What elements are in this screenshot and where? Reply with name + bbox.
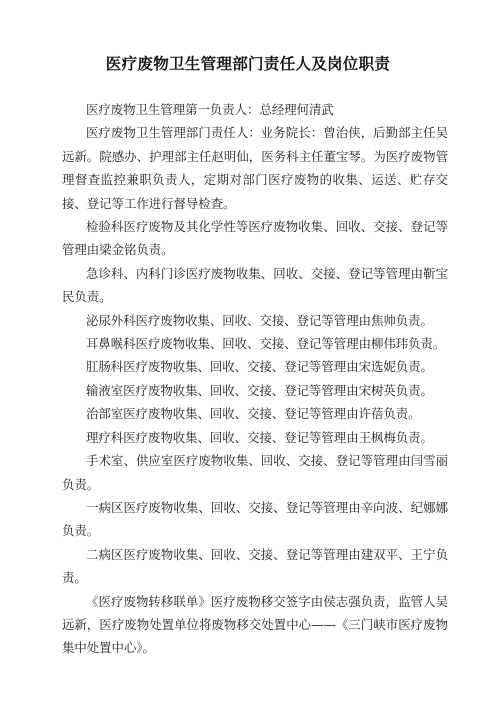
paragraph-laboratory: 检验科医疗废物及其化学性等医疗废物收集、回收、交接、登记等管理由梁金铭负责。 [62, 219, 448, 258]
paragraph-ent: 耳鼻喉科医疗废物收集、回收、交接、登记等管理由柳伟玮负责。 [86, 336, 446, 352]
document-title: 医疗废物卫生管理部门责任人及岗位职责 [105, 55, 391, 73]
paragraph-department-responsible: 医疗废物卫生管理部门责任人：业务院长：曾治侠，后勤部主任吴远新。院感办、护理部主任赵明仙，医务科主任董宝琴。为医疗废物管理督查监控兼职负责人，定期对部门医疗废物的收集、运送、贮存交接、登记等工作进行督导检查。 [62, 125, 448, 211]
paragraph-ward-one: 一病区医疗废物收集、回收、交接、登记等管理由辛向波、纪娜娜负责。 [62, 499, 448, 539]
paragraph-emergency: 急诊科、内科门诊医疗废物收集、回收、交接、登记等管理由靳宝民负责。 [62, 265, 448, 305]
paragraph-ward-two: 二病区医疗废物收集、回收、交接、登记等管理由建双平、王宁负责。 [62, 546, 448, 586]
paragraph-transfer-form: 《医疗废物转移联单》医疗废物移交签字由侯志强负责，监管人吴远新，医疗废物处置单位将废物移交处置中心——《三门峡市医疗废物集中处置中心》。 [62, 593, 448, 656]
paragraph-urology: 泌尿外科医疗废物收集、回收、交接、登记等管理由焦帅负责。 [86, 312, 433, 328]
paragraph-anorectal: 肛肠科医疗废物收集、回收、交接、登记等管理由宋选妮负责。 [86, 359, 433, 375]
paragraph-infusion-room: 输液室医疗废物收集、回收、交接、登记等管理由宋树英负责。 [86, 382, 433, 398]
paragraph-physiotherapy: 理疗科医疗废物收集、回收、交接、登记等管理由王枫梅负责。 [86, 429, 433, 445]
paragraph-operating-room: 手术室、供应室医疗废物收集、回收、交接、登记等管理由闫雪丽负责。 [62, 453, 448, 492]
paragraph-first-responsible: 医疗废物卫生管理第一负责人：总经理何清武 [86, 102, 334, 117]
document-body [62, 98, 448, 660]
paragraph-treatment-room: 治部室医疗废物收集、回收、交接、登记等管理由许蓓负责。 [86, 406, 421, 422]
